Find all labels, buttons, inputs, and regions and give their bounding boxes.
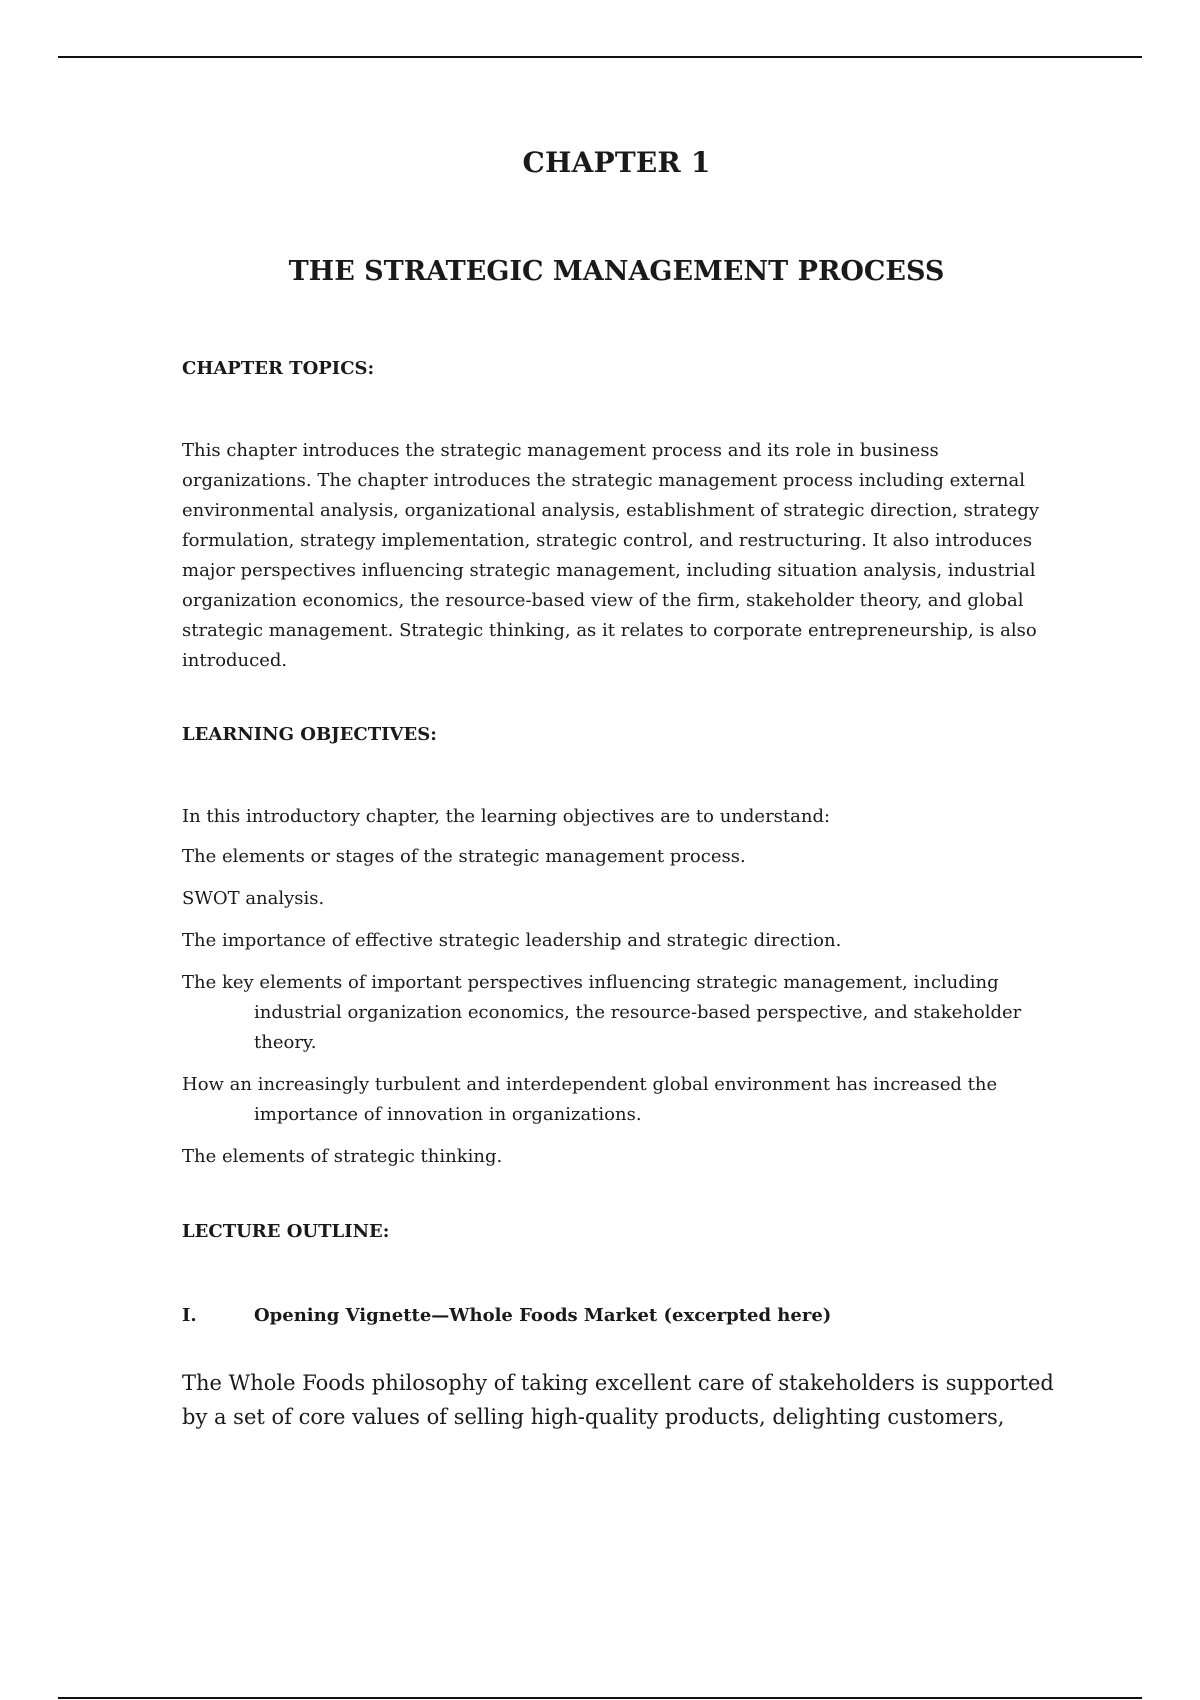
top-rule [58, 56, 1142, 58]
objectives-intro: In this introductory chapter, the learning objectives are to understand: [182, 806, 831, 827]
topics-body: This chapter introduces the strategic management process and its role in business organizations. The chapter introduces the strategic management process including external environmental analysis, organizational analysis, establishment of strategic direction, strategy formulation, strategy implementation, strategic control, and restructuring. It also introduces major perspectives influencing strategic management, including situation analysis, industrial organization economics, the resource-based view of the firm, stakeholder theory, and global strategic management. Strategic thinking, as it relates to corporate entrepreneurship, is also introduced. [182, 440, 1040, 671]
outline-item [182, 1301, 1062, 1331]
outline-section-row [182, 1301, 1062, 1331]
topics-body-block [182, 436, 1062, 676]
vignette-text: The Whole Foods philosophy of taking excellent care of stakeholders is supported by a set of core values of selling high-quality products, delighting customers, [182, 1371, 1054, 1429]
outline-section-number: I. [182, 1305, 197, 1326]
bottom-rule [58, 1697, 1142, 1699]
chapter-title: THE STRATEGIC MANAGEMENT PROCESS [288, 256, 945, 287]
objective-item: How an increasingly turbulent and interdependent global environment has increased the importance of innovation in organizations. [182, 1074, 998, 1125]
objective-item: The importance of effective strategic leadership and strategic direction. [182, 930, 842, 951]
objective-item: The elements or stages of the strategic management process. [182, 846, 746, 867]
vignette-block [182, 1366, 1062, 1434]
objective-item: The key elements of important perspectives influencing strategic management, including industrial organization economics, the resource-based perspective, and stakeholder theory. [182, 972, 1022, 1053]
chapter-label: CHAPTER 1 [522, 146, 711, 179]
objectives-list [182, 842, 1062, 1172]
objectives-section [182, 720, 1062, 750]
objectives-heading: LEARNING OBJECTIVES: [182, 724, 437, 745]
outline-heading: LECTURE OUTLINE: [182, 1221, 390, 1242]
objective-item: SWOT analysis. [182, 888, 325, 909]
objectives-block [182, 802, 1062, 1184]
outline-section [182, 1217, 1062, 1247]
objective-item: The elements of strategic thinking. [182, 1146, 503, 1167]
topics-section [182, 354, 1062, 384]
outline-section-title: Opening Vignette—Whole Foods Market (excerpted here) [254, 1305, 832, 1326]
topics-heading: CHAPTER TOPICS: [182, 358, 375, 379]
